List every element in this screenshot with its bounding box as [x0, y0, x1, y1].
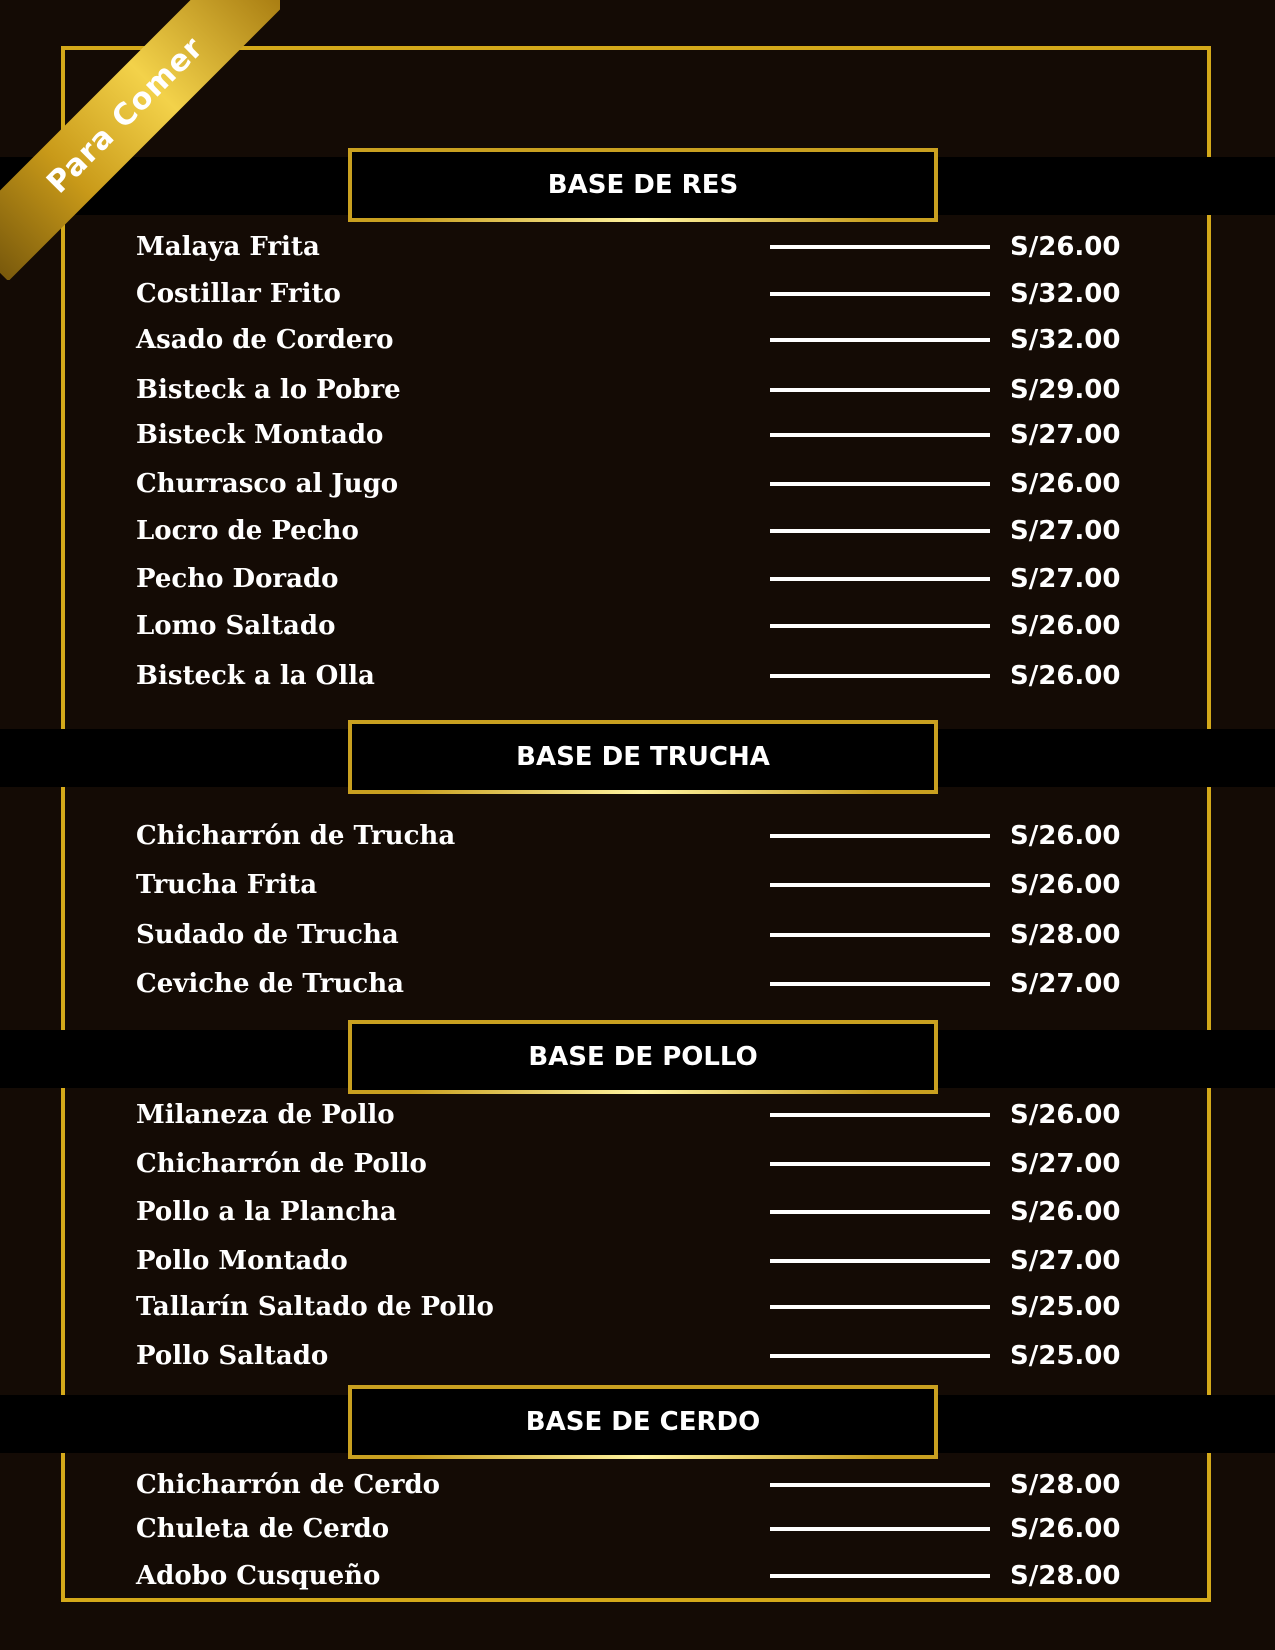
item-name: Milaneza de Pollo — [136, 1100, 395, 1130]
item-name: Malaya Frita — [136, 232, 320, 262]
leader-line — [770, 1305, 990, 1309]
menu-item — [0, 1287, 1275, 1327]
item-name: Bisteck a lo Pobre — [136, 375, 401, 405]
menu-item — [0, 816, 1275, 856]
menu-item — [0, 1192, 1275, 1232]
menu-item — [0, 1144, 1275, 1184]
leader-line — [770, 982, 990, 986]
leader-line — [770, 1210, 990, 1214]
leader-line — [770, 674, 990, 678]
leader-line — [770, 292, 990, 296]
item-price: S/27.00 — [1010, 1149, 1121, 1179]
leader-line — [770, 1259, 990, 1263]
item-name: Locro de Pecho — [136, 516, 359, 546]
item-price: S/27.00 — [1010, 1246, 1121, 1276]
section-title-trucha: BASE DE TRUCHA — [348, 720, 938, 794]
item-price: S/27.00 — [1010, 516, 1121, 546]
menu-item — [0, 320, 1275, 360]
item-price: S/28.00 — [1010, 1470, 1121, 1500]
leader-line — [770, 1162, 990, 1166]
leader-line — [770, 624, 990, 628]
item-price: S/26.00 — [1010, 469, 1121, 499]
item-price: S/29.00 — [1010, 375, 1121, 405]
item-name: Trucha Frita — [136, 870, 318, 900]
item-name: Chicharrón de Pollo — [136, 1149, 427, 1179]
leader-line — [770, 933, 990, 937]
item-name: Chicharrón de Trucha — [136, 821, 456, 851]
menu-item — [0, 1095, 1275, 1135]
leader-line — [770, 1113, 990, 1117]
menu-item — [0, 915, 1275, 955]
corner-ribbon — [0, 0, 280, 280]
section-title-cerdo: BASE DE CERDO — [348, 1385, 938, 1459]
leader-line — [770, 1354, 990, 1358]
menu-item — [0, 559, 1275, 599]
item-price: S/28.00 — [1010, 1561, 1121, 1591]
item-price: S/26.00 — [1010, 1514, 1121, 1544]
item-name: Chicharrón de Cerdo — [136, 1470, 440, 1500]
item-price: S/28.00 — [1010, 920, 1121, 950]
leader-line — [770, 1527, 990, 1531]
menu-item — [0, 274, 1275, 314]
menu-item — [0, 1509, 1275, 1549]
item-name: Ceviche de Trucha — [136, 969, 404, 999]
item-name: Pecho Dorado — [136, 564, 339, 594]
menu-item — [0, 464, 1275, 504]
item-price: S/25.00 — [1010, 1292, 1121, 1322]
item-price: S/25.00 — [1010, 1341, 1121, 1371]
menu-item — [0, 656, 1275, 696]
item-price: S/26.00 — [1010, 661, 1121, 691]
item-price: S/27.00 — [1010, 969, 1121, 999]
section-title-pollo: BASE DE POLLO — [348, 1020, 938, 1094]
leader-line — [770, 433, 990, 437]
item-name: Lomo Saltado — [136, 611, 336, 641]
item-name: Costillar Frito — [136, 279, 341, 309]
item-price: S/26.00 — [1010, 870, 1121, 900]
menu-item — [0, 865, 1275, 905]
menu-item — [0, 1241, 1275, 1281]
menu-item — [0, 1465, 1275, 1505]
ribbon-label: Para Comer — [0, 0, 280, 280]
item-price: S/26.00 — [1010, 611, 1121, 641]
item-price: S/27.00 — [1010, 420, 1121, 450]
leader-line — [770, 834, 990, 838]
item-price: S/27.00 — [1010, 564, 1121, 594]
item-name: Pollo Saltado — [136, 1341, 329, 1371]
menu-item — [0, 370, 1275, 410]
item-price: S/32.00 — [1010, 279, 1121, 309]
menu-item — [0, 511, 1275, 551]
menu-item — [0, 415, 1275, 455]
leader-line — [770, 1574, 990, 1578]
item-name: Pollo a la Plancha — [136, 1197, 397, 1227]
leader-line — [770, 883, 990, 887]
leader-line — [770, 1483, 990, 1487]
item-name: Asado de Cordero — [136, 325, 394, 355]
item-price: S/26.00 — [1010, 1100, 1121, 1130]
leader-line — [770, 529, 990, 533]
item-name: Pollo Montado — [136, 1246, 348, 1276]
leader-line — [770, 245, 990, 249]
item-name: Churrasco al Jugo — [136, 469, 399, 499]
leader-line — [770, 338, 990, 342]
leader-line — [770, 577, 990, 581]
item-name: Bisteck a la Olla — [136, 661, 375, 691]
menu-item — [0, 606, 1275, 646]
menu-item — [0, 1336, 1275, 1376]
leader-line — [770, 482, 990, 486]
item-name: Sudado de Trucha — [136, 920, 399, 950]
leader-line — [770, 388, 990, 392]
section-title-res: BASE DE RES — [348, 148, 938, 222]
item-price: S/32.00 — [1010, 325, 1121, 355]
item-price: S/26.00 — [1010, 232, 1121, 262]
item-price: S/26.00 — [1010, 1197, 1121, 1227]
menu-item — [0, 1556, 1275, 1596]
item-name: Bisteck Montado — [136, 420, 384, 450]
item-price: S/26.00 — [1010, 821, 1121, 851]
item-name: Tallarín Saltado de Pollo — [136, 1292, 494, 1322]
item-name: Chuleta de Cerdo — [136, 1514, 390, 1544]
menu-item — [0, 964, 1275, 1004]
item-name: Adobo Cusqueño — [136, 1561, 381, 1591]
